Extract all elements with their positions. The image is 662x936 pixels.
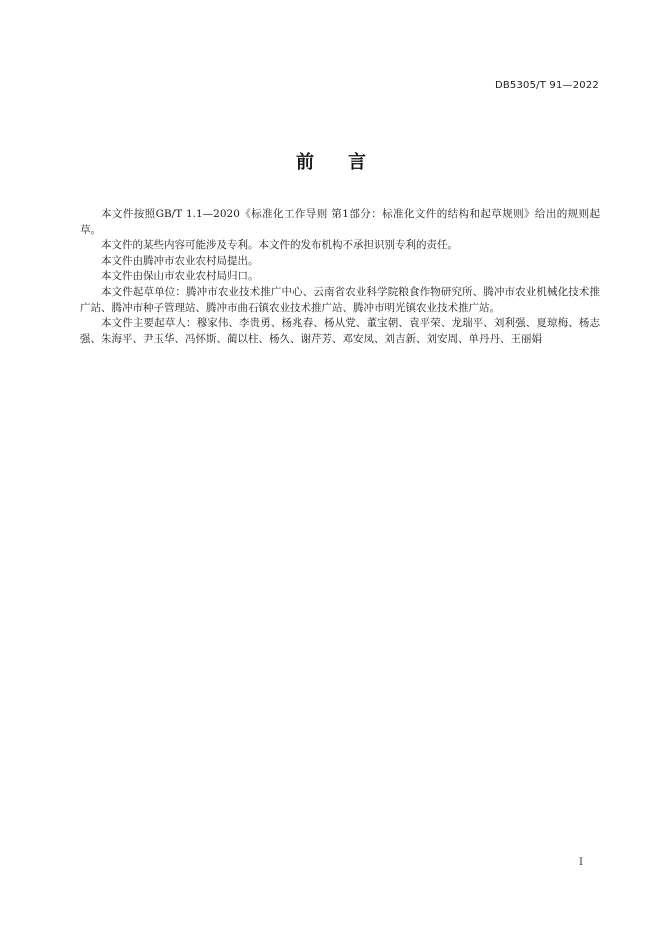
paragraph-administrator: 本文件由保山市农业农村局归口。: [101, 270, 259, 283]
page-number: I: [579, 857, 583, 868]
paragraph-drafting-rules: 本文件按照GB/T 1.1—2020《标准化工作导则 第1部分：标准化文件的结构和起草规则》给出的规则起草。: [80, 208, 600, 236]
foreword-body: [80, 207, 600, 347]
paragraph-proposer: 本文件由腾冲市农业农村局提出。: [101, 254, 259, 267]
document-code: DB5305/T 91—2022: [494, 80, 599, 91]
paragraph-patent-notice: 本文件的某些内容可能涉及专利。本文件的发布机构不承担识别专利的责任。: [101, 239, 458, 252]
paragraph-drafting-units: 本文件起草单位：腾冲市农业技术推广中心、云南省农业科学院粮食作物研究所、腾冲市农业机械化技术推广站、腾冲市种子管理站、腾冲市曲石镇农业技术推广站、腾冲市明光镇农业技术推广站。: [80, 285, 600, 314]
page-title: 前言: [296, 152, 400, 173]
paragraph-main-drafters: 本文件主要起草人：穆家伟、李贵勇、杨兆春、杨从党、董宝朝、袁平荣、龙瑞平、刘利强、夏琼梅、杨志强、朱海平、尹玉华、冯怀斯、蔺以柱、杨久、谢芹芳、邓安凤、刘吉新、刘安周、单丹丹、王丽娟: [80, 317, 600, 345]
